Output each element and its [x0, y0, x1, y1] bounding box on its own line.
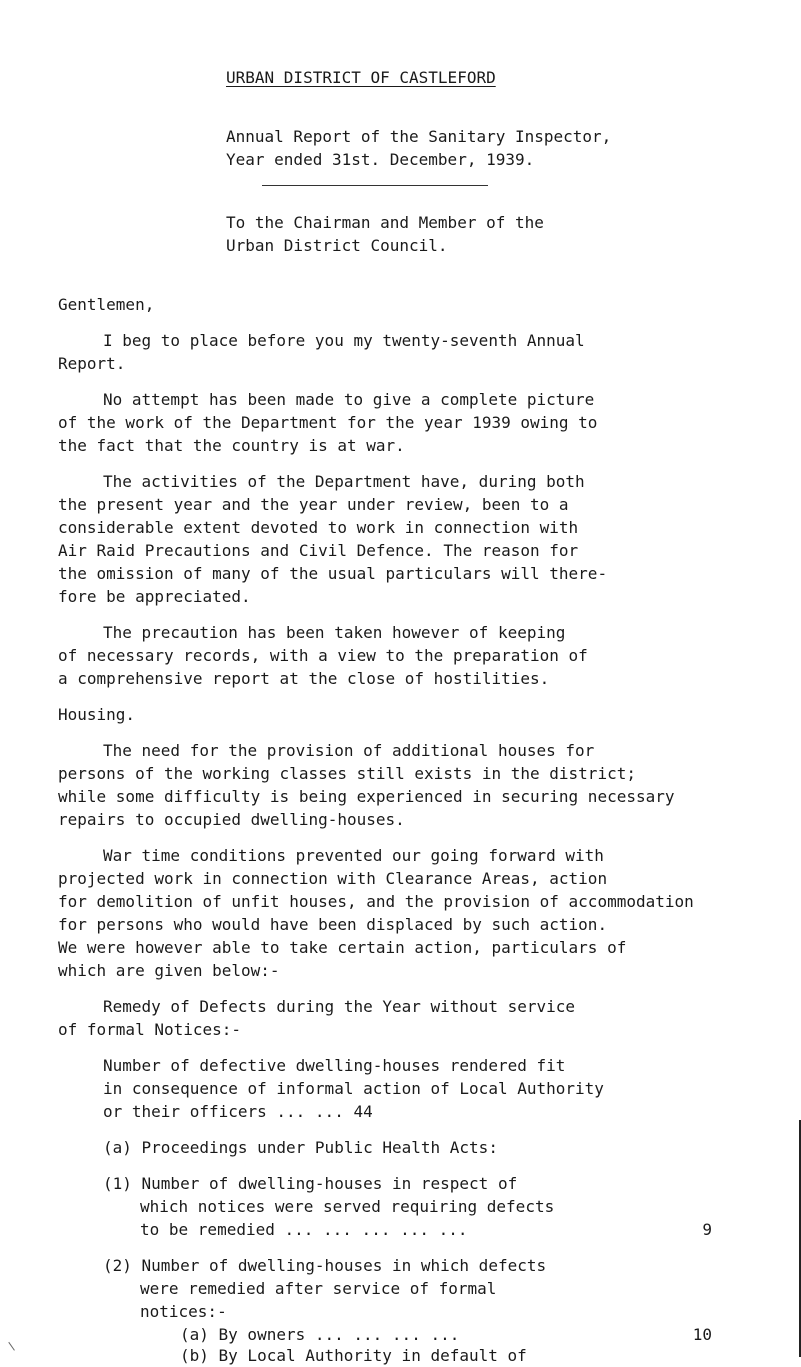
housing-paragraph-2-line-1: War time conditions prevented our going forward with: [103, 846, 604, 865]
address-line-1: To the Chairman and Member of the: [226, 213, 544, 232]
by-owners-value: 10: [692, 1325, 712, 1344]
paragraph-1-line-1: I beg to place before you my twenty-seventh Annual: [103, 331, 585, 350]
defects-remedied-line-3: notices:-: [140, 1302, 227, 1321]
paragraph-3-line-2: the present year and the year under review, been to a: [58, 495, 569, 514]
paragraph-3-line-1: The activities of the Department have, during both: [103, 472, 585, 491]
paragraph-3-line-6: fore be appreciated.: [58, 587, 251, 606]
scan-mark: [8, 1341, 15, 1350]
housing-paragraph-1-line-1: The need for the provision of additional houses for: [103, 741, 595, 760]
report-title-line-2: Year ended 31st. December, 1939.: [226, 150, 535, 169]
public-health-acts-heading: (a) Proceedings under Public Health Acts:: [103, 1138, 498, 1157]
housing-paragraph-2-line-4: for persons who would have been displaced by such action.: [58, 915, 608, 934]
salutation: Gentlemen,: [58, 295, 155, 314]
paragraph-4-line-1: The precaution has been taken however of keeping: [103, 623, 566, 642]
paragraph-2-line-2: of the work of the Department for the year 1939 owing to: [58, 413, 598, 432]
by-owners-label: (a) By owners ... ... ... ...: [180, 1325, 460, 1344]
paragraph-2-line-3: the fact that the country is at war.: [58, 436, 405, 455]
document-title: URBAN DISTRICT OF CASTLEFORD: [226, 68, 496, 87]
by-local-authority-line-1: (b) By Local Authority in default of: [180, 1346, 527, 1365]
informal-action-line-1: Number of defective dwelling-houses rendered fit: [103, 1056, 566, 1075]
housing-paragraph-2-line-2: projected work in connection with Clearance Areas, action: [58, 869, 608, 888]
housing-paragraph-2-line-3: for demolition of unfit houses, and the provision of accommodation: [58, 892, 694, 911]
housing-heading: Housing.: [58, 705, 136, 724]
remedy-heading-line-1: Remedy of Defects during the Year without service: [103, 997, 576, 1016]
defects-remedied-line-1: (2) Number of dwelling-houses in which defects: [103, 1256, 547, 1275]
notices-served-line-2: which notices were served requiring defects: [140, 1197, 555, 1216]
remedy-heading-line-2: of formal Notices:-: [58, 1020, 242, 1039]
defects-remedied-line-2: were remedied after service of formal: [140, 1279, 497, 1298]
informal-action-line-3: or their officers ... ... 44: [103, 1102, 373, 1121]
paragraph-1-line-2: Report.: [58, 354, 126, 373]
notices-served-line-3: to be remedied ... ... ... ... ...: [140, 1220, 468, 1239]
housing-paragraph-1-line-4: repairs to occupied dwelling-houses.: [58, 810, 405, 829]
notices-served-value: 9: [702, 1220, 712, 1239]
housing-paragraph-2-line-6: which are given below:-: [58, 961, 280, 980]
paragraph-4-line-2: of necessary records, with a view to the preparation of: [58, 646, 588, 665]
divider-rule: [262, 185, 488, 186]
housing-paragraph-2-line-5: We were however able to take certain action, particulars of: [58, 938, 627, 957]
paragraph-2-line-1: No attempt has been made to give a complete picture: [103, 390, 595, 409]
paragraph-3-line-3: considerable extent devoted to work in connection with: [58, 518, 579, 537]
paragraph-4-line-3: a comprehensive report at the close of hostilities.: [58, 669, 550, 688]
housing-paragraph-1-line-3: while some difficulty is being experienced in securing necessary: [58, 787, 675, 806]
notices-served-line-1: (1) Number of dwelling-houses in respect of: [103, 1174, 518, 1193]
paragraph-3-line-4: Air Raid Precautions and Civil Defence. The reason for: [58, 541, 579, 560]
housing-paragraph-1-line-2: persons of the working classes still exists in the district;: [58, 764, 636, 783]
informal-action-line-2: in consequence of informal action of Local Authority: [103, 1079, 604, 1098]
paragraph-3-line-5: the omission of many of the usual particulars will there-: [58, 564, 608, 583]
report-title-line-1: Annual Report of the Sanitary Inspector,: [226, 127, 612, 146]
address-line-2: Urban District Council.: [226, 236, 448, 255]
